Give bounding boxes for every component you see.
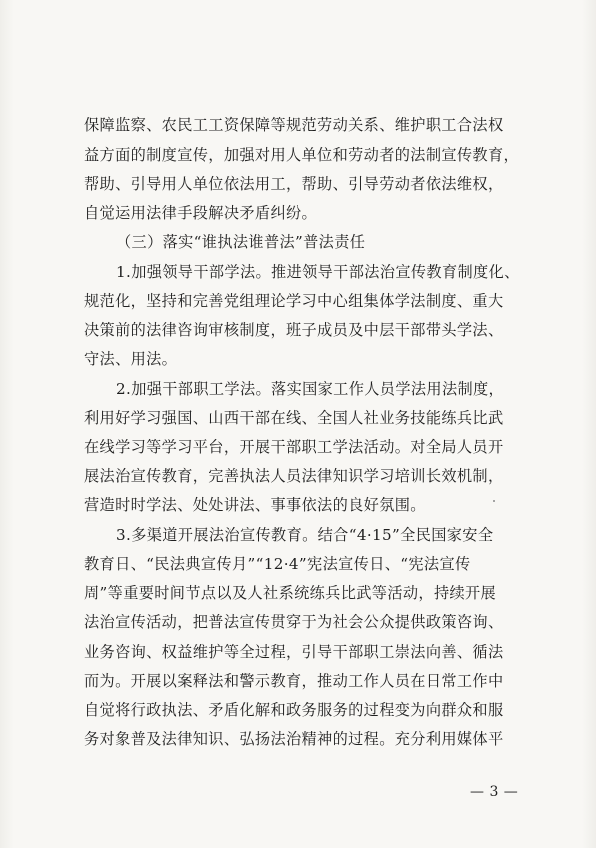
body-text-line: 教育日、“民法典宣传月”“12·4”宪法宣传日、“宪法宣传 [84, 555, 471, 573]
body-text-line: 营造时时学法、处处讲法、事事依法的良好氛围。 [84, 496, 426, 514]
body-text-line: 3.多渠道开展法治宣传教育。结合“4·15”全民国家安全 [116, 526, 494, 544]
page-number: — 3 — [470, 784, 519, 800]
body-text-line: 益方面的制度宣传，加强对用人单位和劳动者的法制宣传教育， [84, 146, 520, 164]
body-text-line: 展法治宣传教育，完善执法人员法律知识学习培训长效机制， [84, 467, 504, 485]
body-text-line: 决策前的法律咨询审核制度，班子成员及中层干部带头学法、 [84, 321, 504, 339]
body-text-line: 2.加强干部职工学法。落实国家工作人员学法用法制度， [116, 380, 505, 398]
body-text-line: 周”等重要时间节点以及人社系统练兵比武等活动，持续开展 [84, 584, 497, 602]
body-text-line: 业务咨询、权益维护等全过程，引导干部职工崇法向善、循法 [84, 643, 504, 661]
body-text-line: 法治宣传活动，把普法宣传贯穿于为社会公众提供政策咨询、 [84, 613, 504, 631]
body-text-line: 在线学习等学习平台，开展干部职工学法活动。对全局人员开 [84, 438, 504, 456]
body-text-line: 自觉将行政执法、矛盾化解和政务服务的过程变为向群众和服 [84, 701, 504, 719]
scan-speck [493, 500, 495, 502]
body-text-line: 自觉运用法律手段解决矛盾纠纷。 [84, 204, 318, 222]
body-text-line: 务对象普及法律知识、弘扬法治精神的过程。充分利用媒体平 [84, 730, 504, 748]
body-text-line: 规范化，坚持和完善党组理论学习中心组集体学法制度、重大 [84, 292, 504, 310]
body-text-line: 守法、用法。 [84, 350, 178, 368]
body-text-line: 利用好学习强国、山西干部在线、全国人社业务技能练兵比武 [84, 409, 504, 427]
body-text-line: 帮助、引导用人单位依法用工，帮助、引导劳动者依法维权， [84, 175, 504, 193]
body-text-line: 1.加强领导干部学法。推进领导干部法治宣传教育制度化、 [116, 263, 520, 281]
body-text-line: 保障监察、农民工工资保障等规范劳动关系、维护职工合法权 [84, 116, 504, 134]
section-heading: （三）落实“谁执法谁普法”普法责任 [116, 233, 366, 251]
body-text-line: 而为。开展以案释法和警示教育，推动工作人员在日常工作中 [84, 672, 504, 690]
